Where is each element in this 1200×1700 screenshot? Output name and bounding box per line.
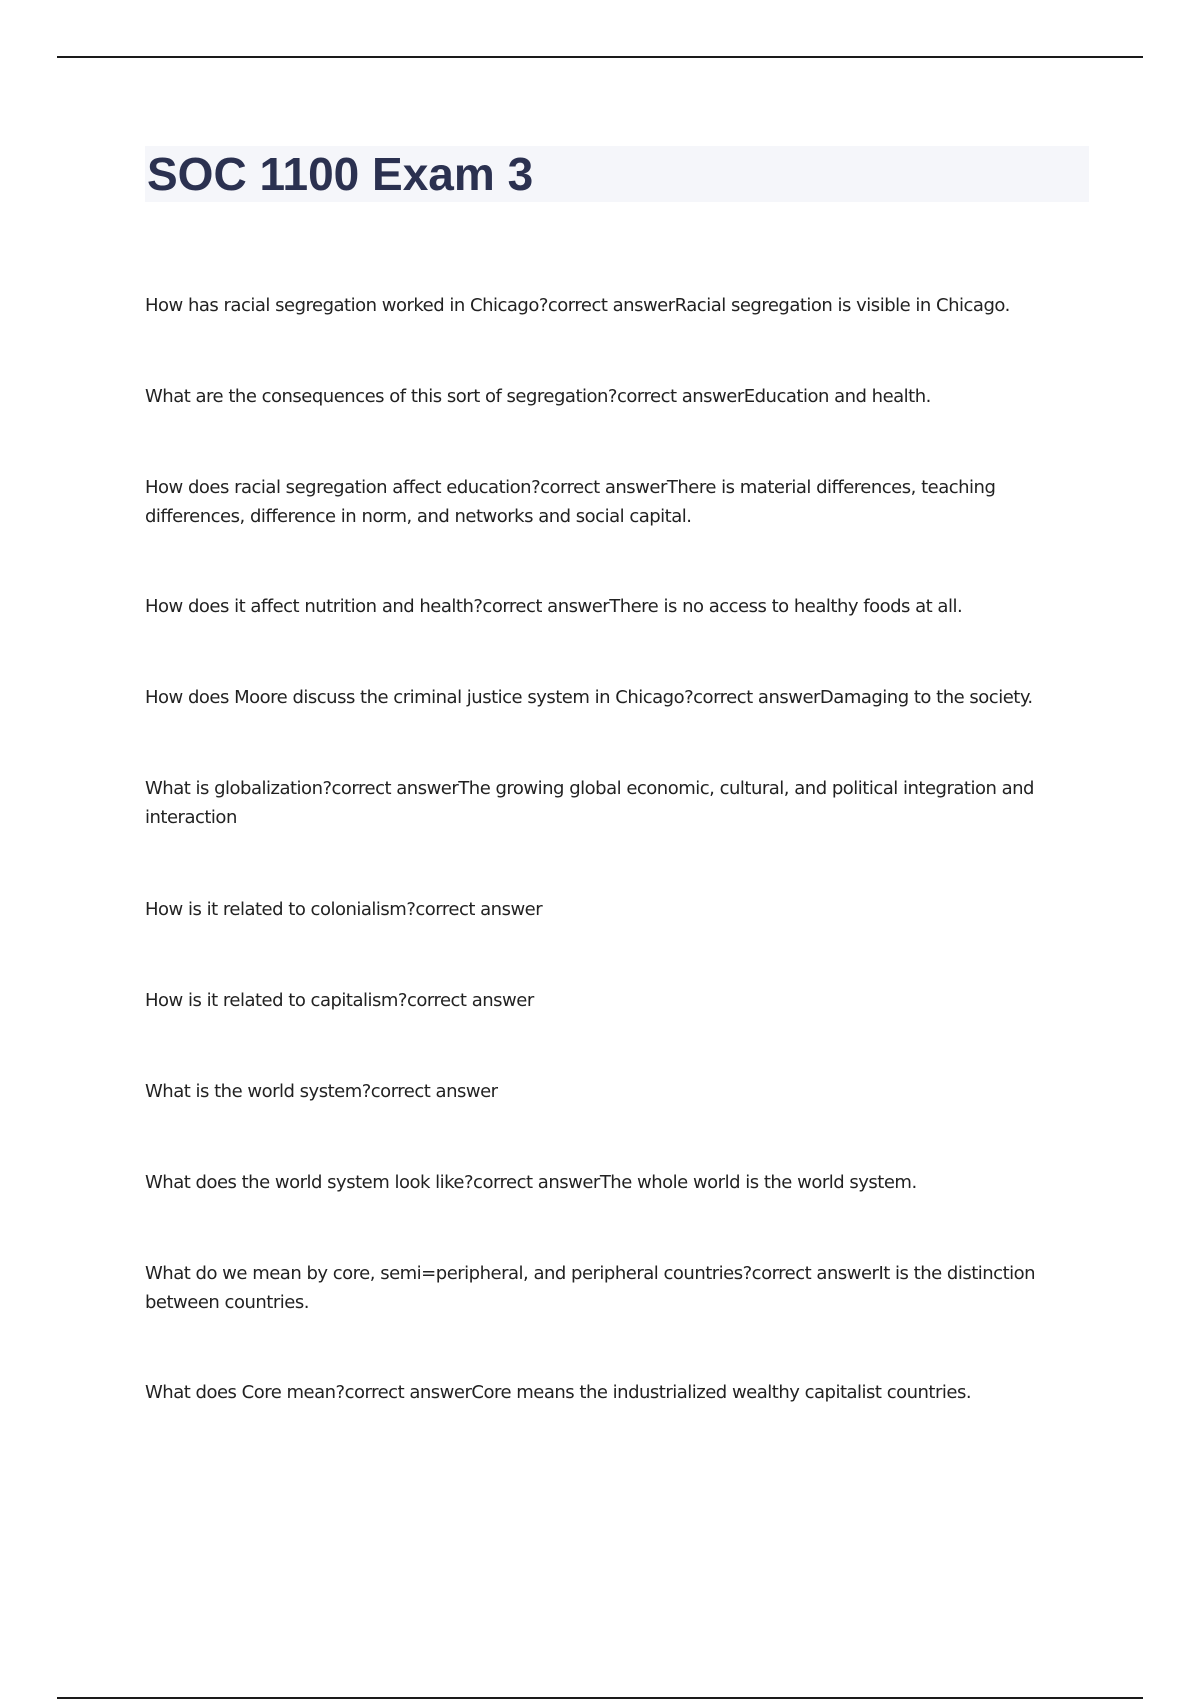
qa-item-11: What do we mean by core, semi=peripheral, and peripheral countries?correct answerIt is the distinction between countries. [145,1263,1036,1313]
qa-item-1: How has racial segregation worked in Chicago?correct answerRacial segregation is visible in Chicago. [145,295,1010,316]
qa-item-7: How is it related to colonialism?correct answer [145,899,543,920]
qa-item-9: What is the world system?correct answer [145,1081,498,1102]
qa-item-10: What does the world system look like?correct answerThe whole world is the world system. [145,1172,917,1193]
qa-item-3: How does racial segregation affect education?correct answerThere is material differences, teaching differences, difference in norm, and networks and social capital. [145,477,996,527]
qa-item-2: What are the consequences of this sort of segregation?correct answerEducation and health. [145,386,931,407]
footer-rule [57,1697,1143,1699]
qa-item-5: How does Moore discuss the criminal justice system in Chicago?correct answerDamaging to the society. [145,687,1033,708]
qa-item-4: How does it affect nutrition and health?correct answerThere is no access to healthy foods at all. [145,596,963,617]
page-title: SOC 1100 Exam 3 [147,148,534,200]
title-banner [145,146,1089,202]
qa-item-8: How is it related to capitalism?correct answer [145,990,534,1011]
qa-item-12: What does Core mean?correct answerCore means the industrialized wealthy capitalist countries. [145,1382,972,1403]
header-rule [57,56,1143,58]
qa-item-6: What is globalization?correct answerThe growing global economic, cultural, and political integration and interaction [145,778,1034,828]
